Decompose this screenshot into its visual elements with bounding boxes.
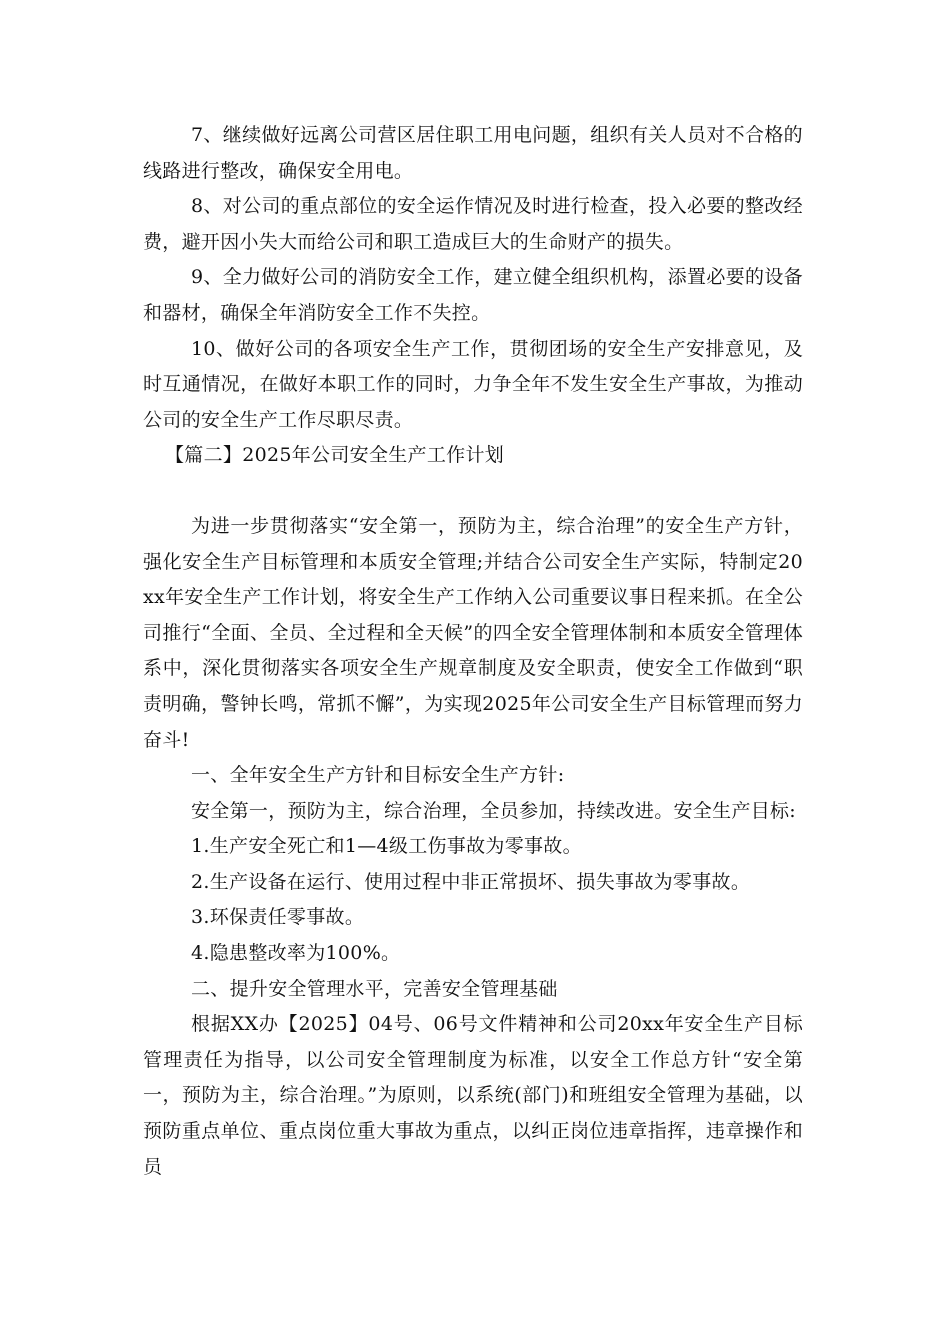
paragraph-item-10: 10、做好公司的各项安全生产工作，贯彻团场的安全生产安排意见，及时互通情况，在做好本职工作的同时，力争全年不发生安全生产事故，为推动公司的安全生产工作尽职尽责。 [143,337,803,431]
spacer [143,474,803,509]
paragraph-item-8: 8、对公司的重点部位的安全运作情况及时进行检查，投入必要的整改经费，避开因小失大而给公司和职工造成巨大的生命财产的损失。 [143,195,803,253]
basis-paragraph: 根据XX办【2025】04号、06号文件精神和公司20xx年安全生产目标管理责任为指导，以公司安全管理制度为标准，以安全工作总方针“安全第一，预防为主，综合治理。”为原则，以系统(部门)和班组安全管理为基础，以预防重点单位、重点岗位重大事故为重点，以纠正岗位违章指挥，违章操作和员 [143,1013,803,1178]
policy-paragraph: 安全第一，预防为主，综合治理，全员参加，持续改进。安全生产目标: [191,799,797,822]
section-heading-two: 二、提升安全管理水平，完善安全管理基础 [191,977,558,1000]
paragraph-item-9: 9、全力做好公司的消防安全工作，建立健全组织机构，添置必要的设备和器材，确保全年消防安全工作不失控。 [143,266,803,324]
goal-item-2: 2.生产设备在运行、使用过程中非正常损坏、损失事故为零事故。 [191,870,751,893]
document-page [143,118,803,1185]
goal-item-4: 4.隐患整改率为100%。 [191,942,401,965]
goal-item-3: 3.环保责任零事故。 [191,906,365,929]
intro-paragraph: 为进一步贯彻落实“安全第一，预防为主，综合治理”的安全生产方针，强化安全生产目标管理和本质安全管理;并结合公司安全生产实际，特制定20xx年安全生产工作计划，将安全生产工作纳入公司重要议事日程来抓。在全公司推行“全面、全员、全过程和全天候”的四全安全管理体制和本质安全管理体系中，深化贯彻落实各项安全生产规章制度及安全职责，使安全工作做到“职责明确，警钟长鸣，常抓不懈”，为实现2025年公司安全生产目标管理而努力奋斗! [143,514,803,751]
section-title: 【篇二】2025年公司安全生产工作计划 [165,444,505,467]
paragraph-item-7: 7、继续做好远离公司营区居住职工用电问题，组织有关人员对不合格的线路进行整改，确保安全用电。 [143,124,803,182]
section-heading-one: 一、全年安全生产方针和目标安全生产方针: [191,764,565,787]
goal-item-1: 1.生产安全死亡和1—4级工伤事故为零事故。 [191,835,582,858]
